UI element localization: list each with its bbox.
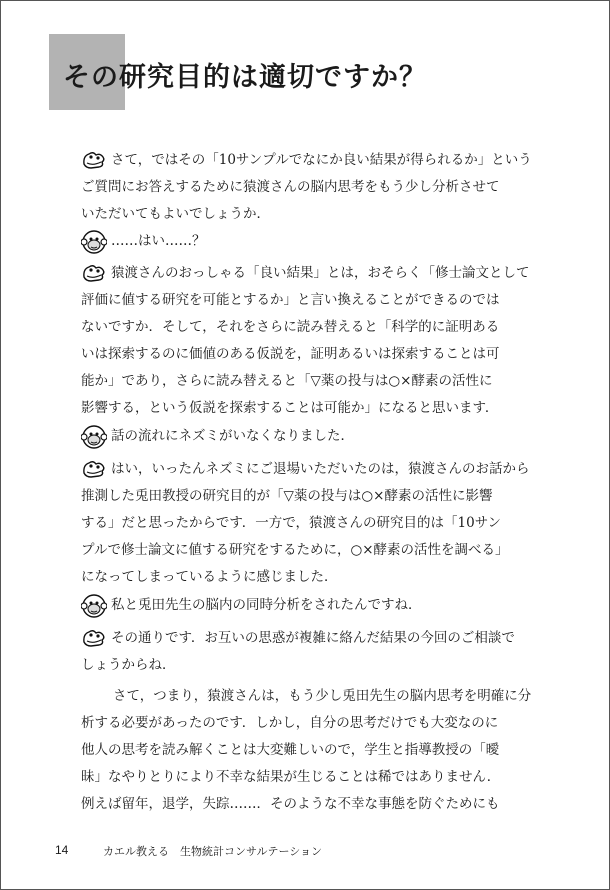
monkey-icon: [81, 424, 107, 450]
dialogue-line: 能か」であり，さらに読み替えると「▽薬の投与は○×酵素の活性に: [81, 373, 493, 389]
dialogue-line: 評価に値する研究を可能とするか」と言い換えることができるのでは: [81, 292, 500, 308]
dialogue-line: 推測した兎田教授の研究目的が「▽薬の投与は○×酵素の活性に影響: [81, 488, 493, 504]
dialogue-line: ご質問にお答えするために猿渡さんの脳内思考をもう少し分析させて: [81, 179, 500, 195]
frog-icon: [81, 261, 107, 287]
dialogue-line: する」だと思ったからです．一方で，猿渡さんの研究目的は「10サン: [81, 515, 502, 531]
dialogue-line: 影響する，という仮説を探索することは可能か」になると思います．: [81, 400, 499, 416]
dialogue-line: 猿渡さんのおっしゃる「良い結果」とは，おそらく「修士論文として: [111, 265, 530, 281]
page-number: 14: [55, 843, 69, 857]
dialogue-line: いただいてもよいでしょうか．: [81, 206, 270, 222]
running-footer-title: カエル教える 生物統計コンサルテーション: [103, 846, 323, 858]
dialogue-line: 話の流れにネズミがいなくなりました．: [111, 428, 354, 444]
monkey-icon: [81, 229, 107, 255]
paragraph-line: さて，つまり，猿渡さんは，もう少し兎田先生の脳内思考を明確に分: [113, 688, 532, 704]
paragraph-line: 析する必要があったのです．しかし，自分の思考だけでも大変なのに: [81, 715, 499, 731]
monkey-icon: [81, 593, 107, 619]
dialogue-line: になってしまっているように感じました．: [81, 569, 338, 585]
dialogue-line: ……はい……？: [111, 233, 206, 249]
frog-icon: [81, 457, 107, 483]
dialogue-line: はい，いったんネズミにご退場いただいたのは，猿渡さんのお話から: [111, 461, 530, 477]
dialogue-line: いは探索するのに価値のある仮説を，証明あるいは探索することは可: [81, 346, 500, 362]
paragraph-line: 昧」なやりとりにより不幸な結果が生じることは稀ではありません．: [81, 769, 501, 785]
dialogue-line: プルで修士論文に値する研究をするために，○×酵素の活性を調べる」: [81, 542, 509, 558]
paragraph-line: 例えば留年，退学，失踪……．そのような不幸な事態を防ぐためにも: [81, 796, 500, 812]
dialogue-line: しょうからね．: [81, 657, 176, 673]
section-title: その研究目的は適切ですか？: [63, 62, 427, 93]
frog-icon: [81, 626, 107, 652]
paragraph-line: 他人の思考を読み解くことは大変難しいので，学生と指導教授の「曖: [81, 742, 500, 758]
dialogue-line: さて，ではその「10サンプルでなにか良い結果が得られるか」という: [111, 152, 532, 168]
frog-icon: [81, 148, 107, 174]
dialogue-line: 私と兎田先生の脳内の同時分析をされたんですね．: [111, 597, 422, 613]
dialogue-line: ないですか．そして，それをさらに読み替えると「科学的に証明ある: [81, 319, 500, 335]
dialogue-line: その通りです．お互いの思惑が複雑に絡んだ結果の今回のご相談で: [111, 630, 515, 646]
